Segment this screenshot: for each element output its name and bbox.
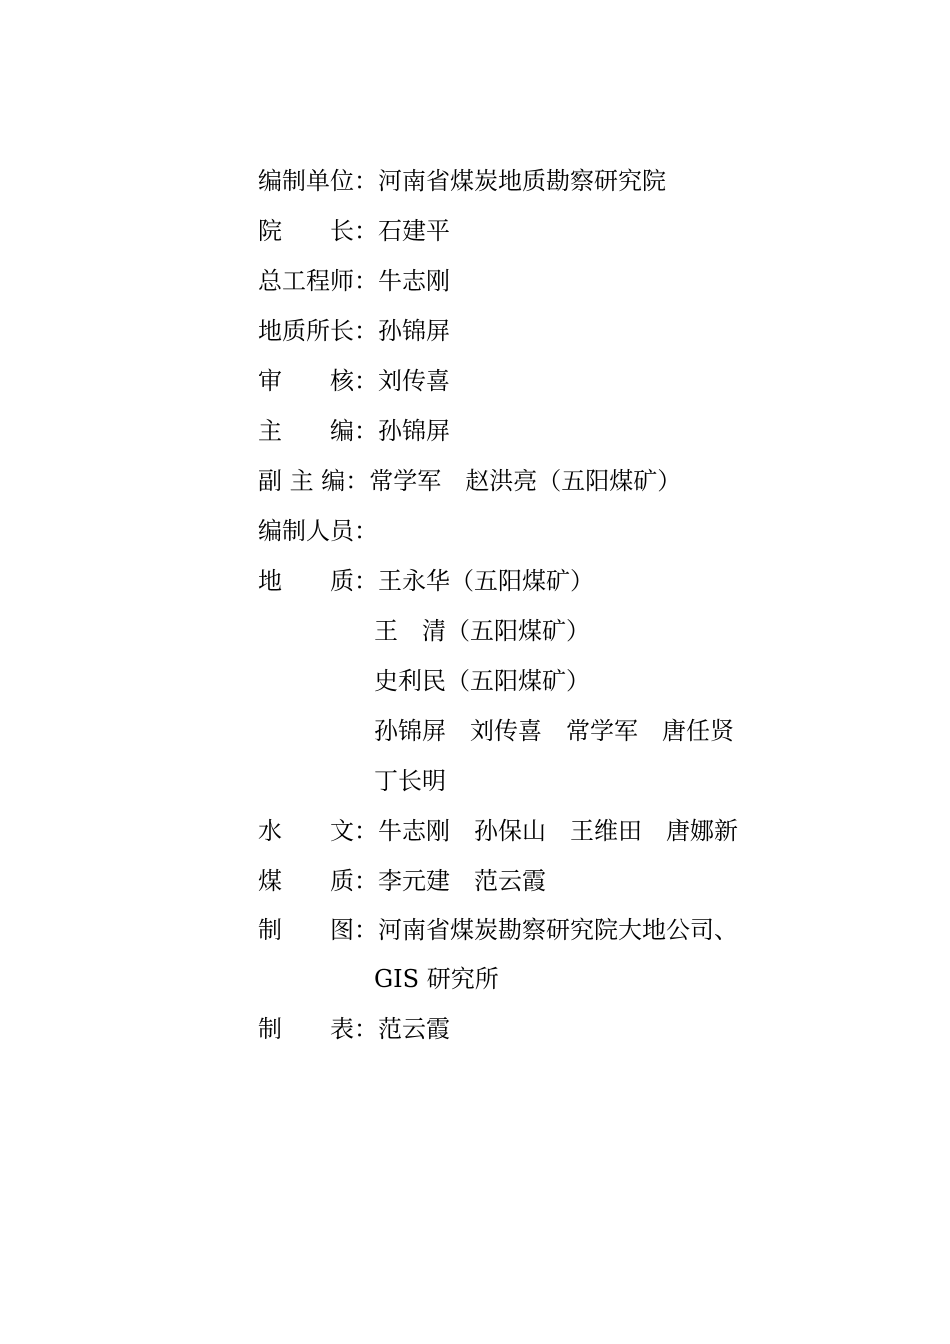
geology-continuation-row xyxy=(374,764,446,798)
mapping-continuation-row xyxy=(374,962,499,996)
geology-line-1: 王永华（五阳煤矿） xyxy=(378,567,594,595)
compiling-unit-row xyxy=(258,164,666,198)
hydrology-value: 牛志刚 孙保山 王维田 唐娜新 xyxy=(378,817,738,845)
mapping-line-1: 河南省煤炭勘察研究院大地公司、 xyxy=(378,916,738,944)
geology-row xyxy=(258,564,594,598)
president-label: 院 长： xyxy=(258,217,378,245)
geology-line-4: 孙锦屏 刘传喜 常学军 唐任贤 xyxy=(374,717,734,745)
coal-quality-value: 李元建 范云霞 xyxy=(378,867,546,895)
chief-editor-value: 孙锦屏 xyxy=(378,417,450,445)
geology-label: 地 质： xyxy=(258,567,378,595)
mapping-line-2: GIS 研究所 xyxy=(374,965,499,993)
tabulation-label: 制 表： xyxy=(258,1015,378,1043)
tabulation-row xyxy=(258,1012,450,1046)
reviewer-value: 刘传喜 xyxy=(378,367,450,395)
staff-heading-row xyxy=(258,514,378,548)
geology-director-row xyxy=(258,314,450,348)
president-row xyxy=(258,214,450,248)
tabulation-value: 范云霞 xyxy=(378,1015,450,1043)
deputy-editor-row xyxy=(258,464,681,498)
chief-engineer-label: 总工程师： xyxy=(258,267,378,295)
chief-engineer-value: 牛志刚 xyxy=(378,267,450,295)
deputy-editor-label: 副 主 编： xyxy=(258,467,370,495)
compiling-unit-value: 河南省煤炭地质勘察研究院 xyxy=(378,167,666,195)
geology-line-5: 丁长明 xyxy=(374,767,446,795)
hydrology-row xyxy=(258,814,738,848)
hydrology-label: 水 文： xyxy=(258,817,378,845)
geology-director-value: 孙锦屏 xyxy=(378,317,450,345)
president-value: 石建平 xyxy=(378,217,450,245)
chief-editor-row xyxy=(258,414,450,448)
mapping-label: 制 图： xyxy=(258,916,378,944)
geology-continuation-row xyxy=(374,614,590,648)
mapping-row xyxy=(258,913,738,947)
deputy-editor-value: 常学军 赵洪亮（五阳煤矿） xyxy=(369,467,682,495)
geology-line-3: 史利民（五阳煤矿） xyxy=(374,667,590,695)
chief-engineer-row xyxy=(258,264,450,298)
geology-continuation-row xyxy=(374,664,590,698)
staff-heading-label: 编制人员： xyxy=(258,517,378,545)
geology-continuation-row xyxy=(374,714,734,748)
coal-quality-row xyxy=(258,864,546,898)
geology-director-label: 地质所长： xyxy=(258,317,378,345)
reviewer-row xyxy=(258,364,450,398)
reviewer-label: 审 核： xyxy=(258,367,378,395)
chief-editor-label: 主 编： xyxy=(258,417,378,445)
geology-line-2: 王 清（五阳煤矿） xyxy=(374,617,590,645)
compiling-unit-label: 编制单位： xyxy=(258,167,378,195)
coal-quality-label: 煤 质： xyxy=(258,867,378,895)
